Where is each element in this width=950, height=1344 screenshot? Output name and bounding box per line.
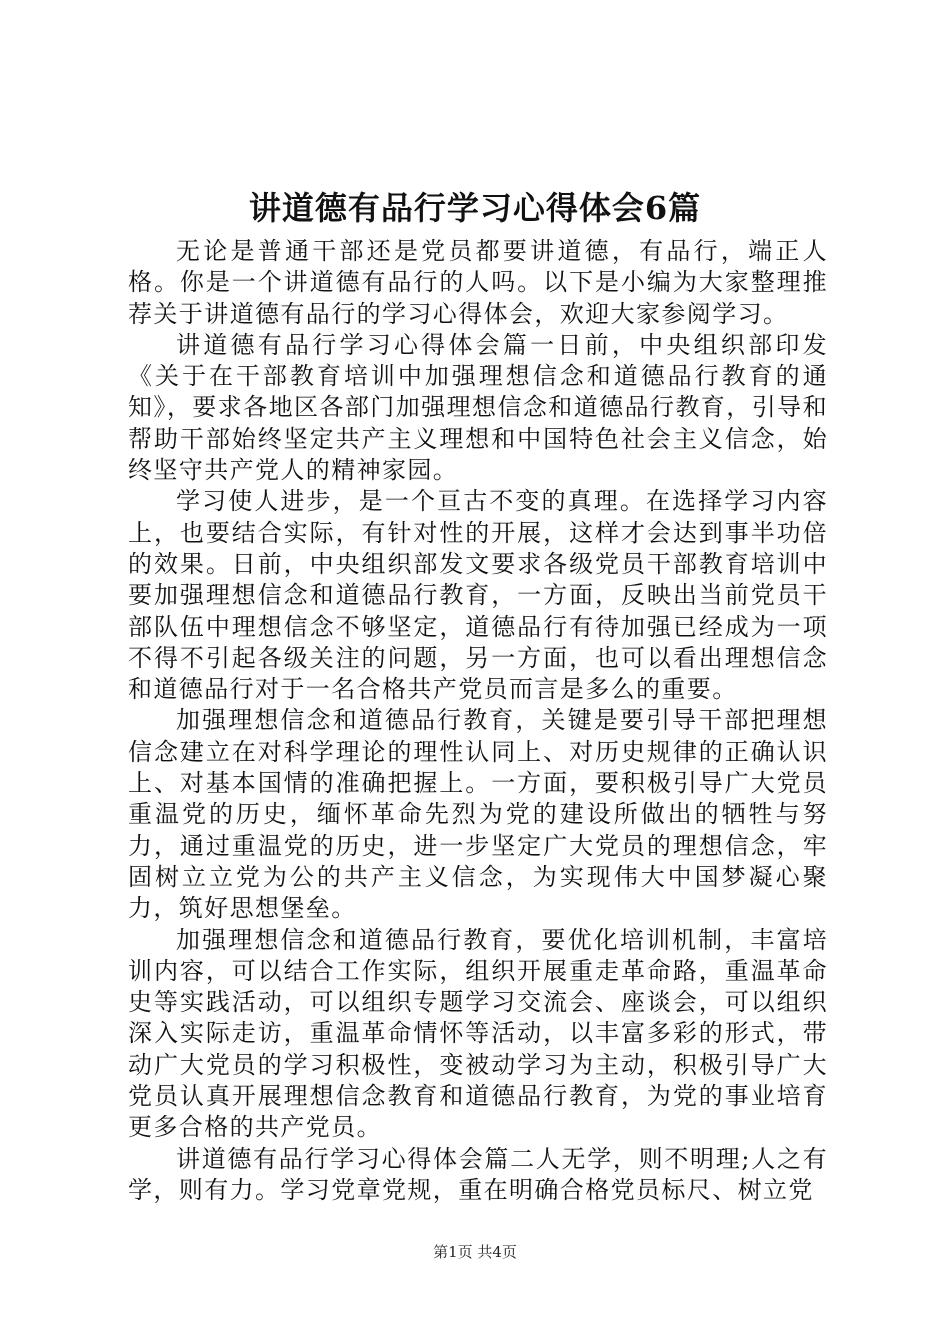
page-number-footer: 第1页 共4页 xyxy=(433,1243,517,1261)
document-body xyxy=(128,236,828,1206)
paragraph-training: 加强理想信念和道德品行教育，要优化培训机制，丰富培训内容，可以结合工作实际，组织开展重走革命路，重温革命史等实践活动，可以组织专题学习交流会、座谈会，可以组织深入实际走访，重温革命情怀等活动，以丰富多彩的形式，带动广大党员的学习积极性，变被动学习为主动，积极引导广大党员认真开展理想信念教育和道德品行教育，为党的事业培育更多合格的共产党员。 xyxy=(128,925,828,1142)
paragraph-part-one: 讲道德有品行学习心得体会篇一日前，中央组织部印发《关于在干部教育培训中加强理想信念和道德品行教育的通知》，要求各地区各部门加强理想信念和道德品行教育，引导和帮助干部始终坚定共产主义理想和中国特色社会主义信念，始终坚守共产党人的精神家园。 xyxy=(128,330,828,485)
paragraph-part-two: 讲道德有品行学习心得体会篇二人无学，则不明理;人之有学，则有力。学习党章党规，重在明确合格党员标尺、树立党 xyxy=(128,1144,828,1204)
paragraph-intro: 无论是普通干部还是党员都要讲道德，有品行，端正人格。你是一个讲道德有品行的人吗。以下是小编为大家整理推荐关于讲道德有品行的学习心得体会，欢迎大家参阅学习。 xyxy=(128,237,828,328)
document-title: 讲道德有品行学习心得体会6篇 xyxy=(248,189,702,227)
paragraph-study: 学习使人进步，是一个亘古不变的真理。在选择学习内容上，也要结合实际，有针对性的开展，这样才会达到事半功倍的效果。日前，中央组织部发文要求各级党员干部教育培训中要加强理想信念和道德品行教育，一方面，反映出当前党员干部队伍中理想信念不够坚定，道德品行有待加强已经成为一项不得不引起各级关注的问题，另一方面，也可以看出理想信念和道德品行对于一名合格共产党员而言是多么的重要。 xyxy=(128,487,828,704)
paragraph-strengthen: 加强理想信念和道德品行教育，关键是要引导干部把理想信念建立在对科学理论的理性认同上、对历史规律的正确认识上、对基本国情的准确把握上。一方面，要积极引导广大党员重温党的历史，缅怀革命先烈为党的建设所做出的牺牲与努力，通过重温党的历史，进一步坚定广大党员的理想信念，牢固树立立党为公的共产主义信念，为实现伟大中国梦凝心聚力，筑好思想堡垒。 xyxy=(128,706,828,923)
